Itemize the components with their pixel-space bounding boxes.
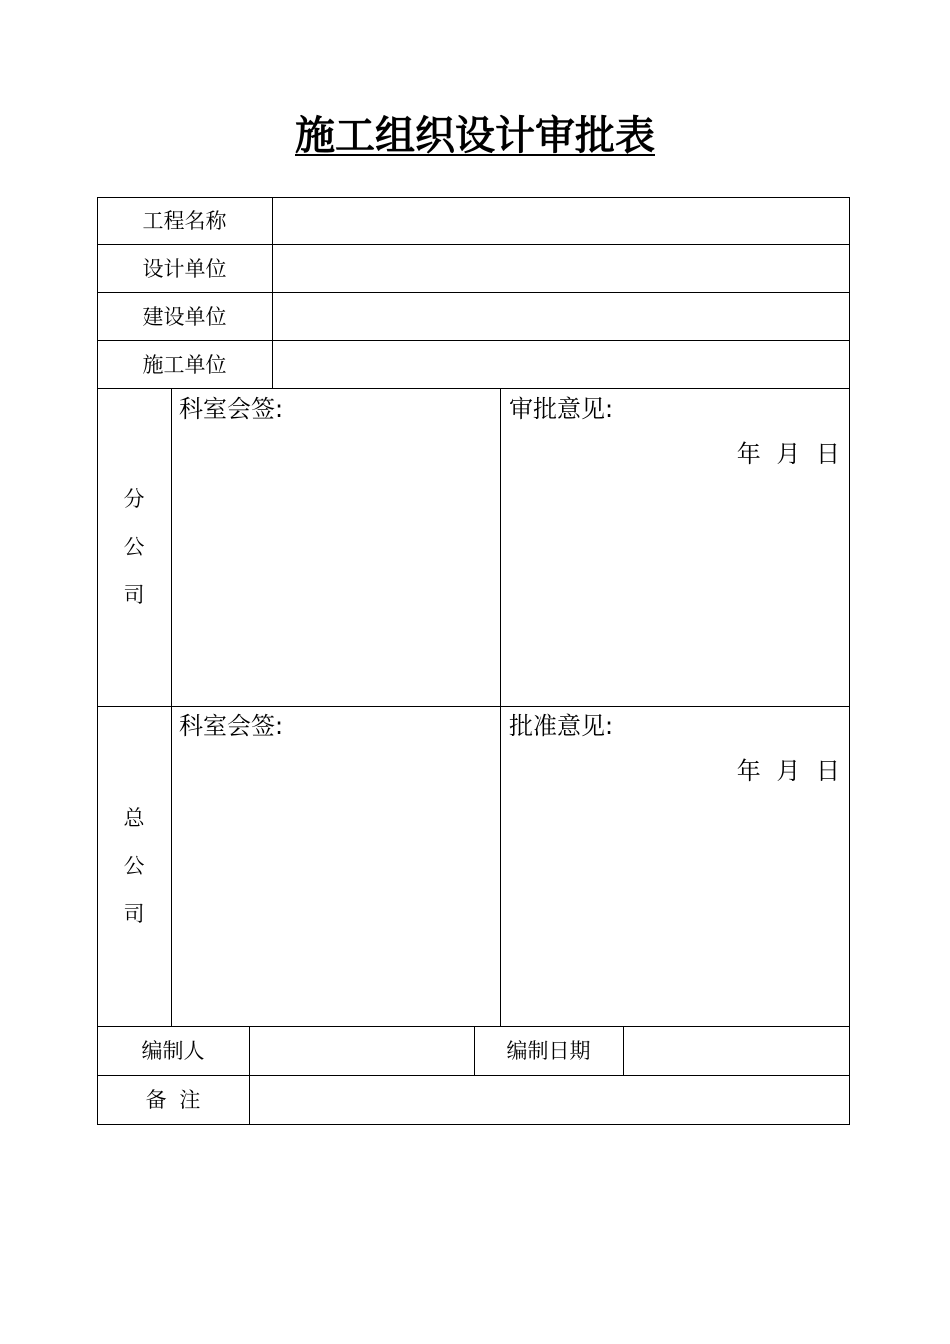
border-bottom — [97, 1124, 850, 1125]
approval-form-table — [97, 197, 850, 1125]
branch-side-label — [97, 475, 171, 619]
border-left — [97, 197, 98, 1125]
head-office-side-char: 公 — [123, 854, 145, 878]
head-office-side-char: 总 — [123, 806, 145, 830]
branch-approval-opinion-area[interactable] — [501, 477, 848, 705]
contractor-label: 施工单位 — [142, 353, 227, 377]
branch-side-char: 司 — [123, 583, 145, 607]
head-office-department-signoff-area[interactable] — [172, 747, 499, 1025]
remarks-field[interactable] — [250, 1076, 849, 1124]
remarks-label: 备 注 — [145, 1088, 201, 1112]
branch-side-char: 公 — [123, 535, 145, 559]
compile-date-field[interactable] — [624, 1027, 849, 1075]
head-office-department-signoff-heading: 科室会签: — [179, 712, 284, 740]
branch-department-signoff-heading: 科室会签: — [179, 395, 284, 423]
construction-owner-field[interactable] — [273, 293, 849, 340]
head-office-side-label — [97, 794, 171, 938]
project-name-label: 工程名称 — [142, 209, 227, 233]
border-right — [849, 197, 850, 1125]
document-title — [0, 110, 950, 162]
construction-owner-label: 建设单位 — [142, 305, 227, 329]
head-office-side-char: 司 — [123, 902, 145, 926]
branch-approval-date: 年 月 日 — [736, 440, 840, 468]
head-office-approval-opinion-heading: 批准意见: — [509, 712, 614, 740]
row-divider — [97, 388, 850, 389]
design-unit-field[interactable] — [273, 245, 849, 292]
compile-date-label: 编制日期 — [506, 1039, 591, 1063]
branch-side-char: 分 — [123, 487, 145, 511]
contractor-field[interactable] — [273, 341, 849, 388]
design-unit-label: 设计单位 — [142, 257, 227, 281]
compiler-field[interactable] — [250, 1027, 474, 1075]
project-name-field[interactable] — [273, 197, 849, 244]
head-office-approval-date: 年 月 日 — [736, 757, 840, 785]
compiler-label: 编制人 — [141, 1039, 205, 1063]
document-title-text: 施工组织设计审批表 — [295, 112, 655, 159]
branch-department-signoff-area[interactable] — [172, 429, 499, 705]
row-divider — [97, 706, 850, 707]
head-office-approval-opinion-area[interactable] — [501, 794, 848, 1025]
branch-approval-opinion-heading: 审批意见: — [509, 395, 614, 423]
